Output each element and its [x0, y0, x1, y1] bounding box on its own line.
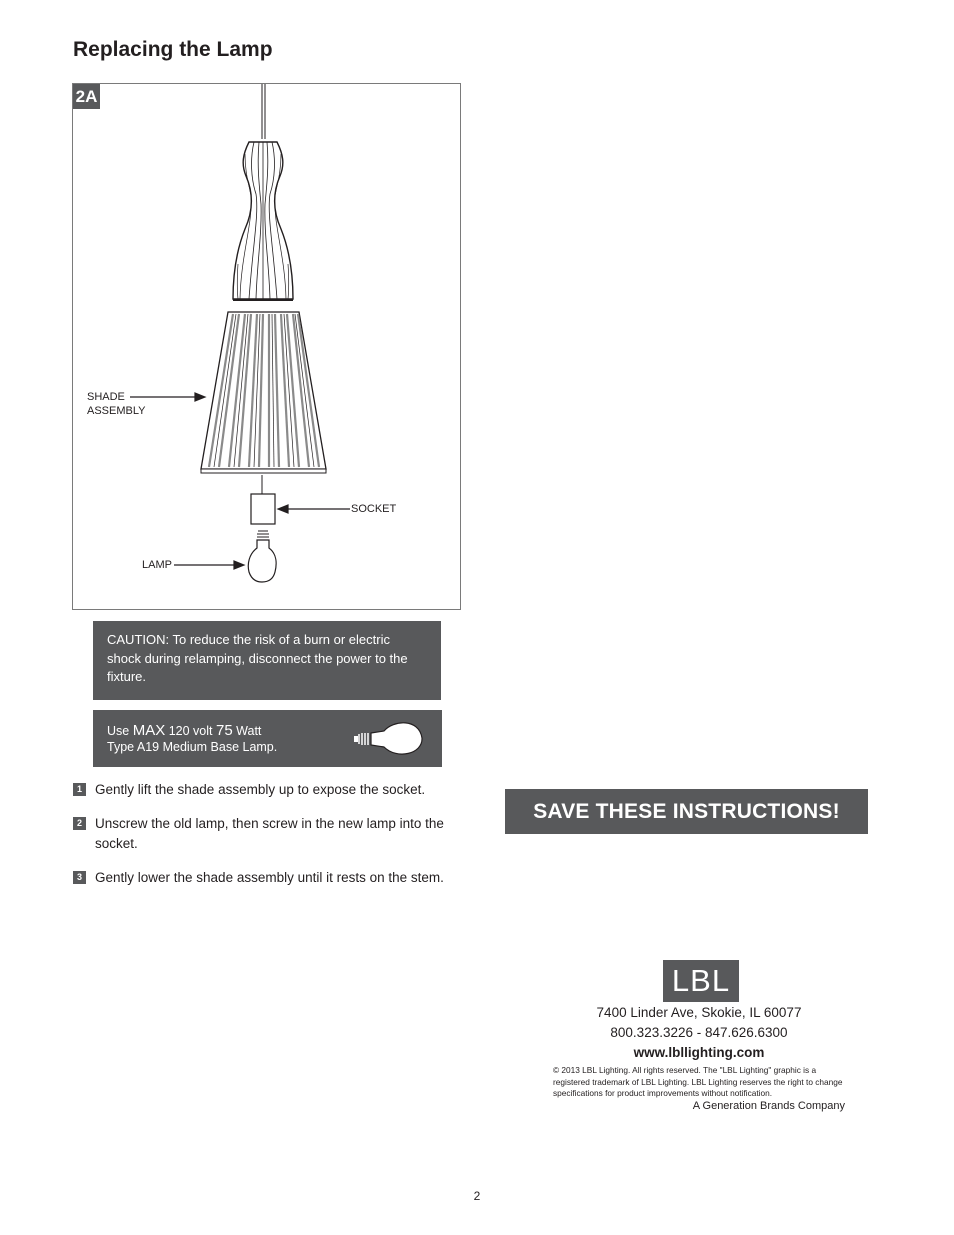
lamp-callout: LAMP [142, 559, 172, 571]
step-text: Gently lower the shade assembly until it rests on the stem. [95, 870, 444, 885]
lamp-spec-line2: Type A19 Medium Base Lamp. [107, 740, 278, 754]
step-number: 3 [73, 871, 86, 884]
lamp-spec-max: MAX [132, 722, 166, 739]
company-address: 7400 Linder Ave, Skokie, IL 60077 [596, 1005, 802, 1020]
figure-tag: 2A [73, 84, 102, 111]
lamp-spec-use: Use [107, 724, 130, 738]
figure-2a [72, 83, 461, 610]
step-number: 1 [73, 783, 86, 796]
lamp-arrow-head [234, 561, 244, 569]
step-text: Gently lift the shade assembly up to expose the socket. [95, 782, 426, 797]
step-text: Unscrew the old lamp, then screw in the new lamp into the socket. [95, 816, 444, 851]
socket-arrow-head [278, 505, 288, 513]
company-website[interactable]: www.lbllighting.com [633, 1045, 765, 1060]
lbl-logo: LBL [663, 960, 739, 1002]
parent-brand: A Generation Brands Company [692, 1100, 845, 1112]
socket-callout: SOCKET [351, 503, 397, 515]
lamp-spec-line1 [107, 722, 261, 739]
lamp-spec-watt-num: 75 [215, 722, 233, 739]
page-number: 2 [473, 1189, 481, 1203]
page-title: Replacing the Lamp [73, 38, 273, 61]
caution-text: CAUTION: To reduce the risk of a burn or electric shock during relamping, disconnect the power to the fixture. [107, 632, 408, 684]
lamp-spec-volt: 120 volt [168, 724, 213, 738]
save-instructions-banner: SAVE THESE INSTRUCTIONS! [505, 789, 868, 834]
shade-callout-line1: SHADE [87, 391, 125, 403]
socket [251, 494, 275, 524]
lamp-bulb [248, 531, 276, 582]
shade-callout-line2: ASSEMBLY [87, 405, 146, 417]
bulb-icon [351, 716, 425, 762]
pendant-diagram [73, 84, 460, 609]
upper-body [233, 142, 293, 299]
caution-box [93, 621, 441, 700]
step-number: 2 [73, 817, 86, 830]
shade-callout [87, 390, 146, 418]
legal-notice: © 2013 LBL Lighting. All rights reserved. The "LBL Lighting" graphic is a registered trademark of LBL Lighting. LBL Lighting reserves the right to change specifications for product improvements without notification. [553, 1065, 843, 1098]
lamp-spec-watt: Watt [236, 724, 262, 738]
company-phones: 800.323.3226 - 847.626.6300 [610, 1025, 788, 1040]
lamp-spec-box [93, 710, 442, 767]
shade-assembly [201, 312, 326, 469]
shade-arrow-head [195, 393, 205, 401]
